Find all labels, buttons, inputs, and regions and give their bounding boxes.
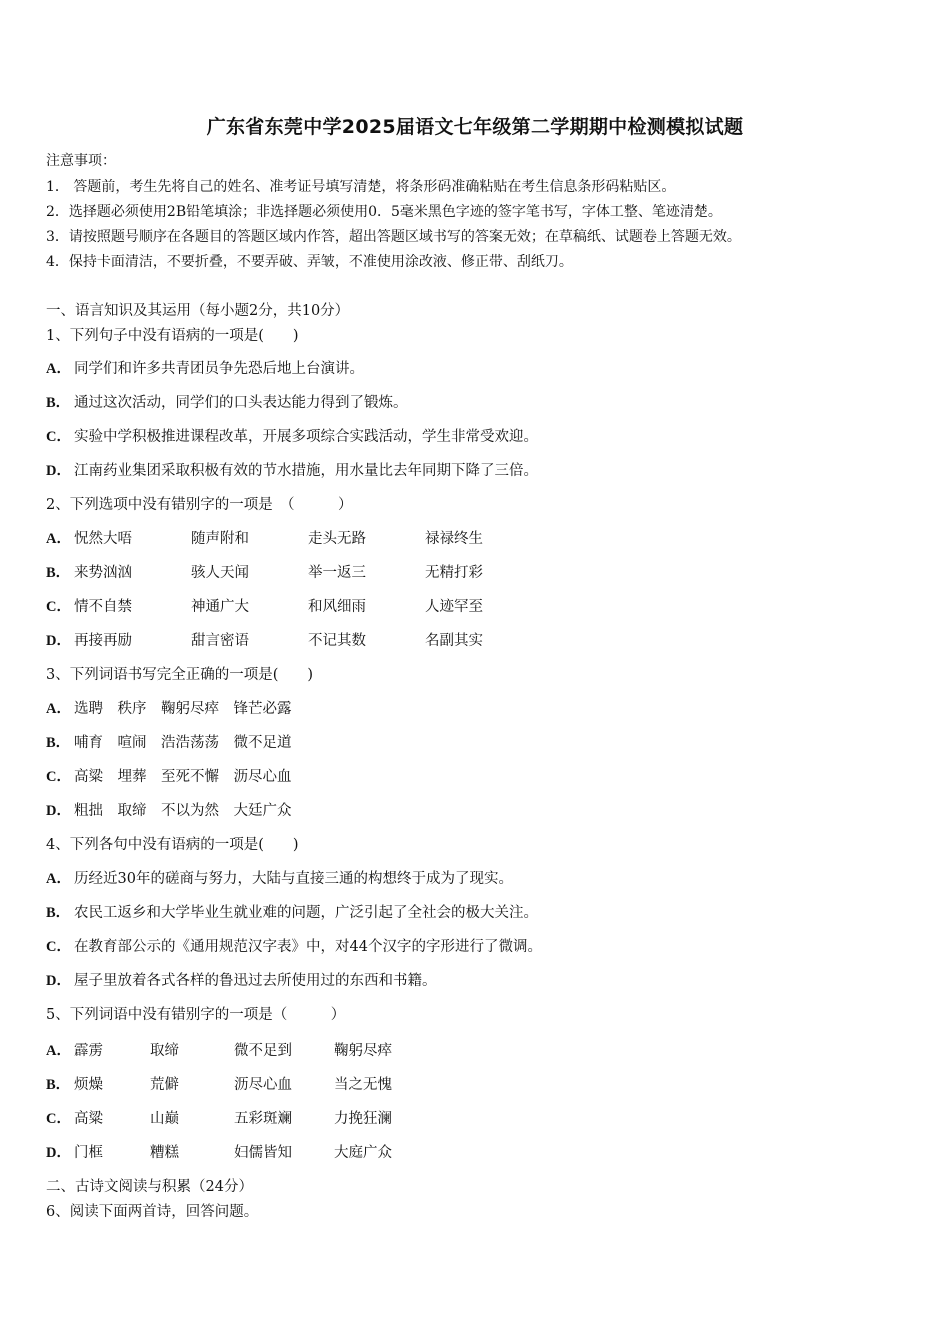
option-letter: A． (46, 701, 71, 717)
option-letter: D． (46, 463, 71, 479)
option-word: 和风细雨 (308, 599, 366, 615)
notice-heading: 注意事项： (46, 153, 116, 169)
question-6-stem: 6、阅读下面两首诗，回答问题。 (46, 1204, 259, 1220)
option-text: 哺育 喧闹 浩浩荡荡 微不足道 (74, 735, 292, 751)
question-1-option-d (46, 461, 538, 481)
option-letter: C． (46, 939, 71, 955)
question-3-option-d (46, 801, 292, 821)
question-2-option-d (46, 631, 74, 651)
notice-item-2: 2．选择题必须使用2B铅笔填涂；非选择题必须使用0．5毫米黑色字迹的签字笔书写，字体工整、笔迹清楚。 (46, 204, 722, 220)
notice-item-1: 1． 答题前，考生先将自己的姓名、准考证号填写清楚，将条形码准确粘贴在考生信息条形码粘贴区。 (46, 179, 676, 195)
option-word: 沥尽心血 (234, 1077, 292, 1093)
option-word: 怳然大唔 (74, 531, 132, 547)
option-word: 荒僻 (150, 1077, 179, 1093)
question-5-stem: 5、下列词语中没有错别字的一项是（ ） (46, 1007, 346, 1023)
option-word: 无精打彩 (425, 565, 483, 581)
option-word: 来势汹汹 (74, 565, 132, 581)
question-4-option-c (46, 937, 542, 957)
option-text: 选聘 秩序 鞠躬尽瘁 锋芒必露 (74, 701, 292, 717)
option-text: 通过这次活动，同学们的口头表达能力得到了锻炼。 (74, 395, 408, 411)
option-word: 人迹罕至 (425, 599, 483, 615)
question-1-option-a (46, 359, 364, 379)
question-2-option-b (46, 563, 74, 583)
option-letter: B． (46, 905, 71, 921)
option-word: 神通广大 (191, 599, 249, 615)
question-4-option-b (46, 903, 538, 923)
question-4-option-a (46, 869, 513, 889)
question-5-option-c (46, 1109, 74, 1129)
option-word: 情不自禁 (74, 599, 132, 615)
option-letter: A． (46, 1043, 71, 1059)
question-4-stem: 4、下列各句中没有语病的一项是( ) (46, 837, 299, 853)
question-3-option-a (46, 699, 292, 719)
question-5-option-b (46, 1075, 74, 1095)
option-word: 当之无愧 (334, 1077, 392, 1093)
option-word: 力挽狂澜 (334, 1111, 392, 1127)
question-1-option-c (46, 427, 538, 447)
option-text: 在教育部公示的《通用规范汉字表》中，对44个汉字的字形进行了微调。 (74, 939, 542, 955)
option-letter: A． (46, 361, 71, 377)
section-heading-2: 二、古诗文阅读与积累（24分） (46, 1179, 253, 1195)
option-word: 鞠躬尽瘁 (334, 1043, 392, 1059)
option-text: 同学们和许多共青团员争先恐后地上台演讲。 (74, 361, 364, 377)
option-word: 不记其数 (308, 633, 366, 649)
option-word: 高粱 (74, 1111, 103, 1127)
question-3-stem: 3、下列词语书写完全正确的一项是( ) (46, 667, 314, 683)
question-1-option-b (46, 393, 408, 413)
option-word: 山巅 (150, 1111, 179, 1127)
section-heading-1: 一、语言知识及其运用（每小题2分，共10分） (46, 303, 350, 319)
question-4-option-d (46, 971, 437, 991)
option-word: 微不足到 (234, 1043, 292, 1059)
option-text: 江南药业集团采取积极有效的节水措施，用水量比去年同期下降了三倍。 (74, 463, 538, 479)
option-text: 屋子里放着各式各样的鲁迅过去所使用过的东西和书籍。 (74, 973, 437, 989)
question-1-stem: 1、下列句子中没有语病的一项是( ) (46, 328, 299, 344)
option-letter: C． (46, 429, 71, 445)
question-5-option-a (46, 1041, 74, 1061)
option-letter: D． (46, 1145, 71, 1161)
option-word: 举一返三 (308, 565, 366, 581)
page-title: 广东省东莞中学2025届语文七年级第二学期期中检测模拟试题 (206, 116, 744, 138)
option-letter: A． (46, 531, 71, 547)
option-letter: D． (46, 973, 71, 989)
option-word: 再接再励 (74, 633, 132, 649)
option-letter: B． (46, 565, 71, 581)
option-letter: C． (46, 599, 71, 615)
question-3-option-c (46, 767, 292, 787)
option-word: 门框 (74, 1145, 103, 1161)
option-word: 走头无路 (308, 531, 366, 547)
option-letter: C． (46, 769, 71, 785)
question-5-option-d (46, 1143, 74, 1163)
option-letter: B． (46, 395, 71, 411)
option-word: 名副其实 (425, 633, 483, 649)
option-word: 霹雳 (74, 1043, 103, 1059)
option-text: 高粱 埋葬 至死不懈 沥尽心血 (74, 769, 292, 785)
option-letter: B． (46, 1077, 71, 1093)
option-word: 糟糕 (150, 1145, 179, 1161)
option-text: 粗拙 取缔 不以为然 大廷广众 (74, 803, 292, 819)
question-2-option-c (46, 597, 74, 617)
option-word: 五彩斑斓 (234, 1111, 292, 1127)
question-2-stem: 2、下列选项中没有错别字的一项是 （ ） (46, 497, 353, 513)
notice-item-4: 4．保持卡面清洁，不要折叠，不要弄破、弄皱，不准使用涂改液、修正带、刮纸刀。 (46, 254, 573, 270)
option-word: 禄禄终生 (425, 531, 483, 547)
option-word: 骇人天闻 (191, 565, 249, 581)
option-word: 大庭广众 (334, 1145, 392, 1161)
option-word: 甜言密语 (191, 633, 249, 649)
option-word: 取缔 (150, 1043, 179, 1059)
option-word: 妇儒皆知 (234, 1145, 292, 1161)
option-letter: D． (46, 803, 71, 819)
option-word: 随声附和 (191, 531, 249, 547)
option-letter: C． (46, 1111, 71, 1127)
option-letter: A． (46, 871, 71, 887)
option-text: 历经近30年的磋商与努力，大陆与直接三通的构想终于成为了现实。 (74, 871, 513, 887)
question-2-option-a (46, 529, 74, 549)
question-3-option-b (46, 733, 292, 753)
option-letter: B． (46, 735, 71, 751)
option-text: 实验中学积极推进课程改革，开展多项综合实践活动，学生非常受欢迎。 (74, 429, 538, 445)
notice-item-3: 3．请按照题号顺序在各题目的答题区域内作答，超出答题区域书写的答案无效；在草稿纸、试题卷上答题无效。 (46, 229, 741, 245)
option-text: 农民工返乡和大学毕业生就业难的问题，广泛引起了全社会的极大关注。 (74, 905, 538, 921)
option-word: 烦燥 (74, 1077, 103, 1093)
option-letter: D． (46, 633, 71, 649)
